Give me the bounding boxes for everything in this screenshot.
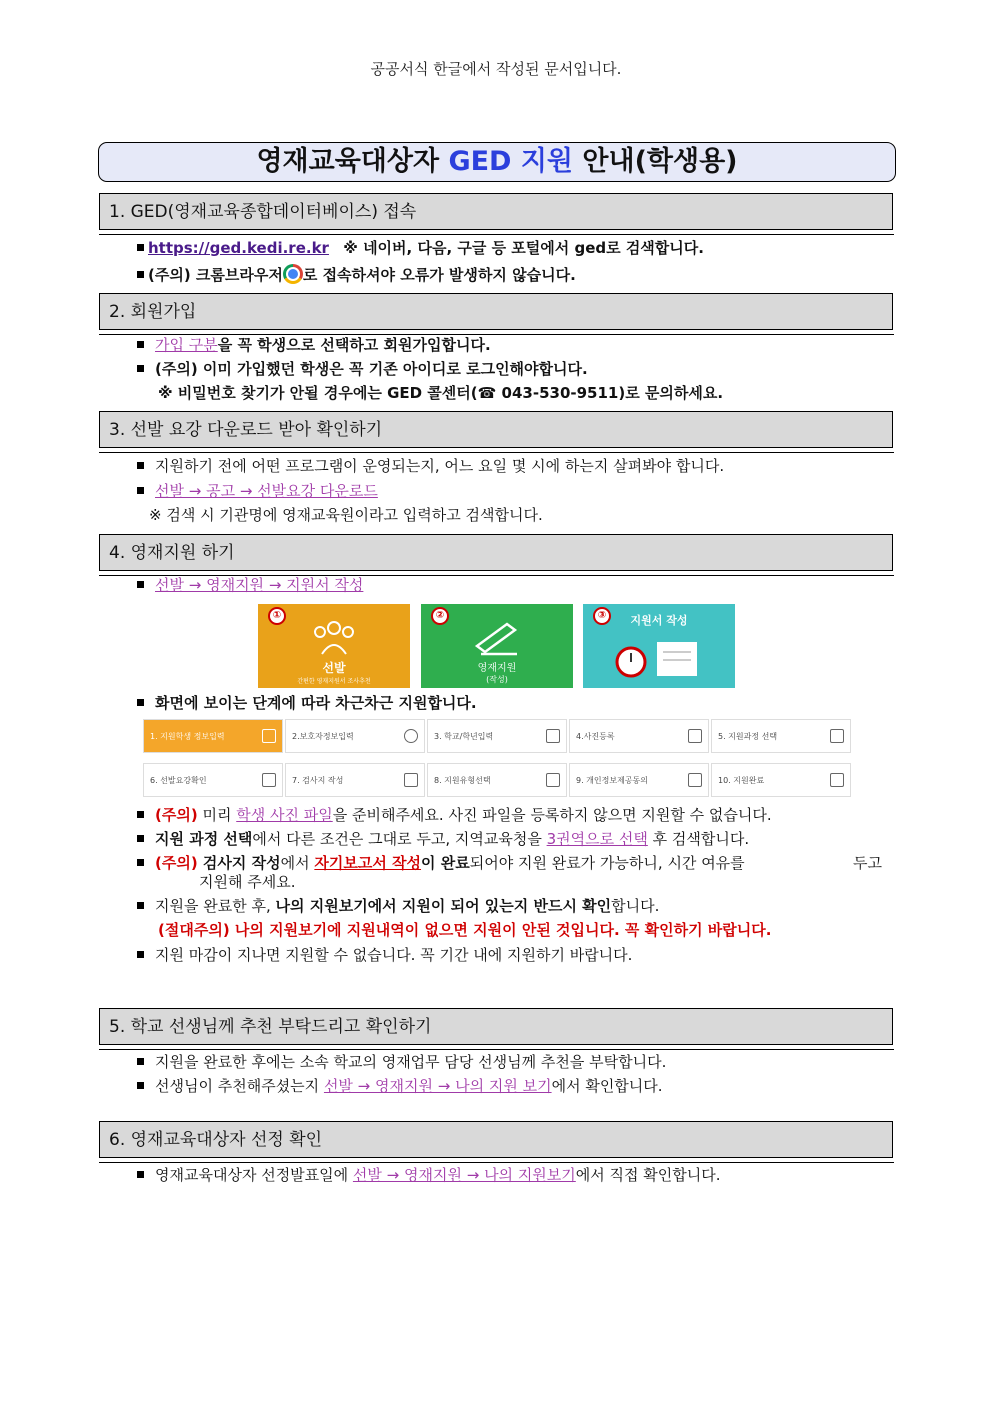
s3-l1: 지원하기 전에 어떤 프로그램이 운영되는지, 어느 요일 몇 시에 하는지 살펴봐야 합니다. xyxy=(155,457,725,475)
page-title xyxy=(98,142,896,182)
s4-line-6 xyxy=(137,896,659,916)
s1-line-url xyxy=(137,238,704,258)
chrome-note-pre: (주의) 크롬브라우저 xyxy=(148,266,283,284)
s4-l4-c: 후 검색합니다. xyxy=(647,830,750,848)
bullet-icon xyxy=(137,859,144,866)
step-5[interactable] xyxy=(711,719,851,753)
card-number: ① xyxy=(268,607,286,625)
s4-line-5 xyxy=(137,853,745,873)
bullet-icon xyxy=(137,1171,144,1178)
s2-line-2 xyxy=(137,359,588,379)
s4-l5-b: 검사지 작성 xyxy=(197,854,281,872)
laptop-icon xyxy=(546,773,560,787)
step-9[interactable] xyxy=(569,763,709,797)
s2-l1-rest: 을 꼭 학생으로 선택하고 회원가입합니다. xyxy=(217,336,491,354)
section-6-heading: 6. 영재교육대상자 선정 확인 xyxy=(99,1121,893,1158)
s4-l5-d: 이 완료 xyxy=(421,854,470,872)
step-label: 6. 선발요강확인 xyxy=(150,776,207,785)
bullet-icon xyxy=(137,462,144,469)
s3-line-2 xyxy=(137,481,378,501)
url-note: ※ 네이버, 다음, 구글 등 포털에서 ged로 검색합니다. xyxy=(343,239,704,257)
s4-l3-caution: (주의) xyxy=(155,806,198,824)
s4-line-7: (절대주의) 나의 지원보기에 지원내역이 없으면 지원이 안된 것입니다. 꼭 확인하기 바랍니다. xyxy=(158,921,772,939)
s4-l8: 지원 마감이 지나면 지원할 수 없습니다. 꼭 기간 내에 지원하기 바랍니다. xyxy=(155,946,633,964)
s2-line-1 xyxy=(137,335,491,355)
selection-guide-link[interactable]: 선발 → 공고 → 선발요강 다운로드 xyxy=(155,482,378,500)
s4-l4-a: 지원 과정 선택 xyxy=(155,830,253,848)
step-label: 4.사진등록 xyxy=(576,732,615,741)
s5-l2-a: 선생님이 추천해주셨는지 xyxy=(155,1077,324,1095)
s4-line-4 xyxy=(137,829,749,849)
step-4[interactable] xyxy=(569,719,709,753)
guide-card-3 xyxy=(583,604,735,688)
section-1-heading: 1. GED(영재교육종합데이터베이스) 접속 xyxy=(99,193,893,230)
s6-line-1 xyxy=(137,1165,721,1185)
step-label: 3. 학교/학년입력 xyxy=(434,732,494,741)
step-label: 8. 지원유형선택 xyxy=(434,776,491,785)
header-note: 공공서식 한글에서 작성된 문서입니다. xyxy=(370,60,622,78)
s4-l5-c: 에서 xyxy=(280,854,315,872)
step-bar xyxy=(143,719,851,799)
clock-document-icon xyxy=(599,632,719,682)
step-label: 2.보호자정보입력 xyxy=(292,732,354,741)
card-sub: (작성) xyxy=(486,675,508,684)
step-label: 7. 검사지 작성 xyxy=(292,776,344,785)
s5-line-1 xyxy=(137,1052,666,1072)
title-part1: 영재교육대상자 xyxy=(256,146,449,177)
bullet-icon xyxy=(137,902,144,909)
person-icon xyxy=(404,729,418,743)
id-card-icon xyxy=(688,773,702,787)
my-application-link[interactable]: 선발 → 영재지원 → 나의 지원 보기 xyxy=(323,1077,552,1095)
s4-line-3 xyxy=(137,805,772,825)
step-2[interactable] xyxy=(285,719,425,753)
step-7[interactable] xyxy=(285,763,425,797)
title-part2: 안내(학생용) xyxy=(573,146,738,177)
chrome-note-post: 로 접속하셔야 오류가 발생하지 않습니다. xyxy=(302,266,576,284)
s2-line-3 xyxy=(158,383,723,403)
s5-l2-b: 에서 확인합니다. xyxy=(551,1077,663,1095)
step-label: 10. 지원완료 xyxy=(718,776,765,785)
bullet-icon xyxy=(137,244,144,251)
s4-line-1 xyxy=(137,575,363,595)
step-label: 9. 개인정보제공동의 xyxy=(576,776,648,785)
s3-line-1 xyxy=(137,456,724,476)
ged-url-link[interactable]: https://ged.kedi.re.kr xyxy=(148,239,329,257)
bullet-icon xyxy=(137,811,144,818)
s4-l3-c: 을 준비해주세요. 사진 파일을 등록하지 않으면 지원할 수 없습니다. xyxy=(332,806,772,824)
s4-l5-g: 지원해 주세요. xyxy=(199,873,296,891)
result-check-link[interactable]: 선발 → 영재지원 → 나의 지원보기 xyxy=(352,1166,576,1184)
photo-icon xyxy=(688,729,702,743)
s4-l6-c: 합니다. xyxy=(611,897,660,915)
pointer-icon xyxy=(830,729,844,743)
bullet-icon xyxy=(137,699,144,706)
chrome-icon xyxy=(283,264,303,284)
s4-l3-b: 미리 xyxy=(197,806,237,824)
bullet-icon xyxy=(137,835,144,842)
card-number: ③ xyxy=(593,607,611,625)
bullet-icon xyxy=(137,271,144,278)
bullet-icon xyxy=(137,581,144,588)
s5-line-2 xyxy=(137,1076,663,1096)
s2-l3: ※ 비밀번호 찾기가 안될 경우에는 GED 콜센터(☎ 043-530-9511)로 문의하세요. xyxy=(158,384,724,402)
checklist-icon xyxy=(830,773,844,787)
section-4-heading: 4. 영재지원 하기 xyxy=(99,534,893,571)
card-label: 영재지원 xyxy=(477,663,517,674)
step-icon xyxy=(262,729,276,743)
step-6[interactable] xyxy=(143,763,283,797)
document-icon xyxy=(404,773,418,787)
bullet-icon xyxy=(137,1058,144,1065)
card-sub: 간편한 영재지원서 조사추천 xyxy=(297,678,371,685)
step-8[interactable] xyxy=(427,763,567,797)
school-icon xyxy=(546,729,560,743)
self-report-link[interactable]: 자기보고서 작성 xyxy=(314,854,422,872)
bullet-icon xyxy=(137,365,144,372)
s4-l2: 화면에 보이는 단계에 따라 차근차근 지원합니다. xyxy=(155,694,477,712)
s4-l4-b: 에서 다른 조건은 그대로 두고, 지역교육청을 xyxy=(252,830,547,848)
s6-l1-a: 영재교육대상자 선정발표일에 xyxy=(155,1166,353,1184)
people-icon xyxy=(304,616,364,656)
s1-line-chrome xyxy=(137,264,576,285)
photo-file-link[interactable]: 학생 사진 파일 xyxy=(236,806,333,824)
card-label: 지원서 작성 xyxy=(630,614,688,627)
s4-line-2 xyxy=(137,693,477,713)
step-3[interactable] xyxy=(427,719,567,753)
s3-l3: ※ 검색 시 기관명에 영재교육원이라고 입력하고 검색합니다. xyxy=(149,506,543,524)
section-3-heading: 3. 선발 요강 다운로드 받아 확인하기 xyxy=(99,411,893,448)
step-10[interactable] xyxy=(711,763,851,797)
s2-l2: (주의) 이미 가입했던 학생은 꼭 기존 아이디로 로그인해야합니다. xyxy=(155,360,588,378)
bullet-icon xyxy=(137,487,144,494)
s4-l6-b: 나의 지원보기에서 지원이 되어 있는지 반드시 확인 xyxy=(275,897,612,915)
section-2-heading: 2. 회원가입 xyxy=(99,293,893,330)
region-select-link[interactable]: 3권역으로 선택 xyxy=(546,830,648,848)
calendar-icon xyxy=(262,773,276,787)
signup-type-link[interactable]: 가입 구분 xyxy=(155,336,218,354)
s4-l5-caution: (주의) xyxy=(155,854,198,872)
step-label: 5. 지원과정 선택 xyxy=(718,732,778,741)
s4-line-8 xyxy=(137,945,632,965)
bullet-icon xyxy=(137,341,144,348)
s3-line-3 xyxy=(149,505,543,525)
apply-path-link[interactable]: 선발 → 영재지원 → 지원서 작성 xyxy=(155,576,364,594)
card-label: 선발 xyxy=(322,661,346,675)
step-1[interactable] xyxy=(143,719,283,753)
s6-l1-b: 에서 직접 확인합니다. xyxy=(575,1166,721,1184)
card-number: ② xyxy=(431,607,449,625)
s4-l5-f: 두고 xyxy=(853,854,882,872)
bullet-icon xyxy=(137,951,144,958)
step-label: 1. 지원학생 정보입력 xyxy=(150,732,225,741)
s5-l1: 지원을 완료한 후에는 소속 학교의 영재업무 담당 선생님께 추천을 부탁합니다. xyxy=(155,1053,667,1071)
title-ged: GED 지원 xyxy=(448,146,574,177)
guide-card-2 xyxy=(421,604,573,688)
bullet-icon xyxy=(137,1082,144,1089)
section-5-heading: 5. 학교 선생님께 추천 부탁드리고 확인하기 xyxy=(99,1008,893,1045)
s4-l5-e: 되어야 지원 완료가 가능하니, 시간 여유를 xyxy=(469,854,745,872)
guide-card-1 xyxy=(258,604,410,688)
pencil-icon xyxy=(467,616,527,656)
s4-l6-a: 지원을 완료한 후, xyxy=(155,897,276,915)
